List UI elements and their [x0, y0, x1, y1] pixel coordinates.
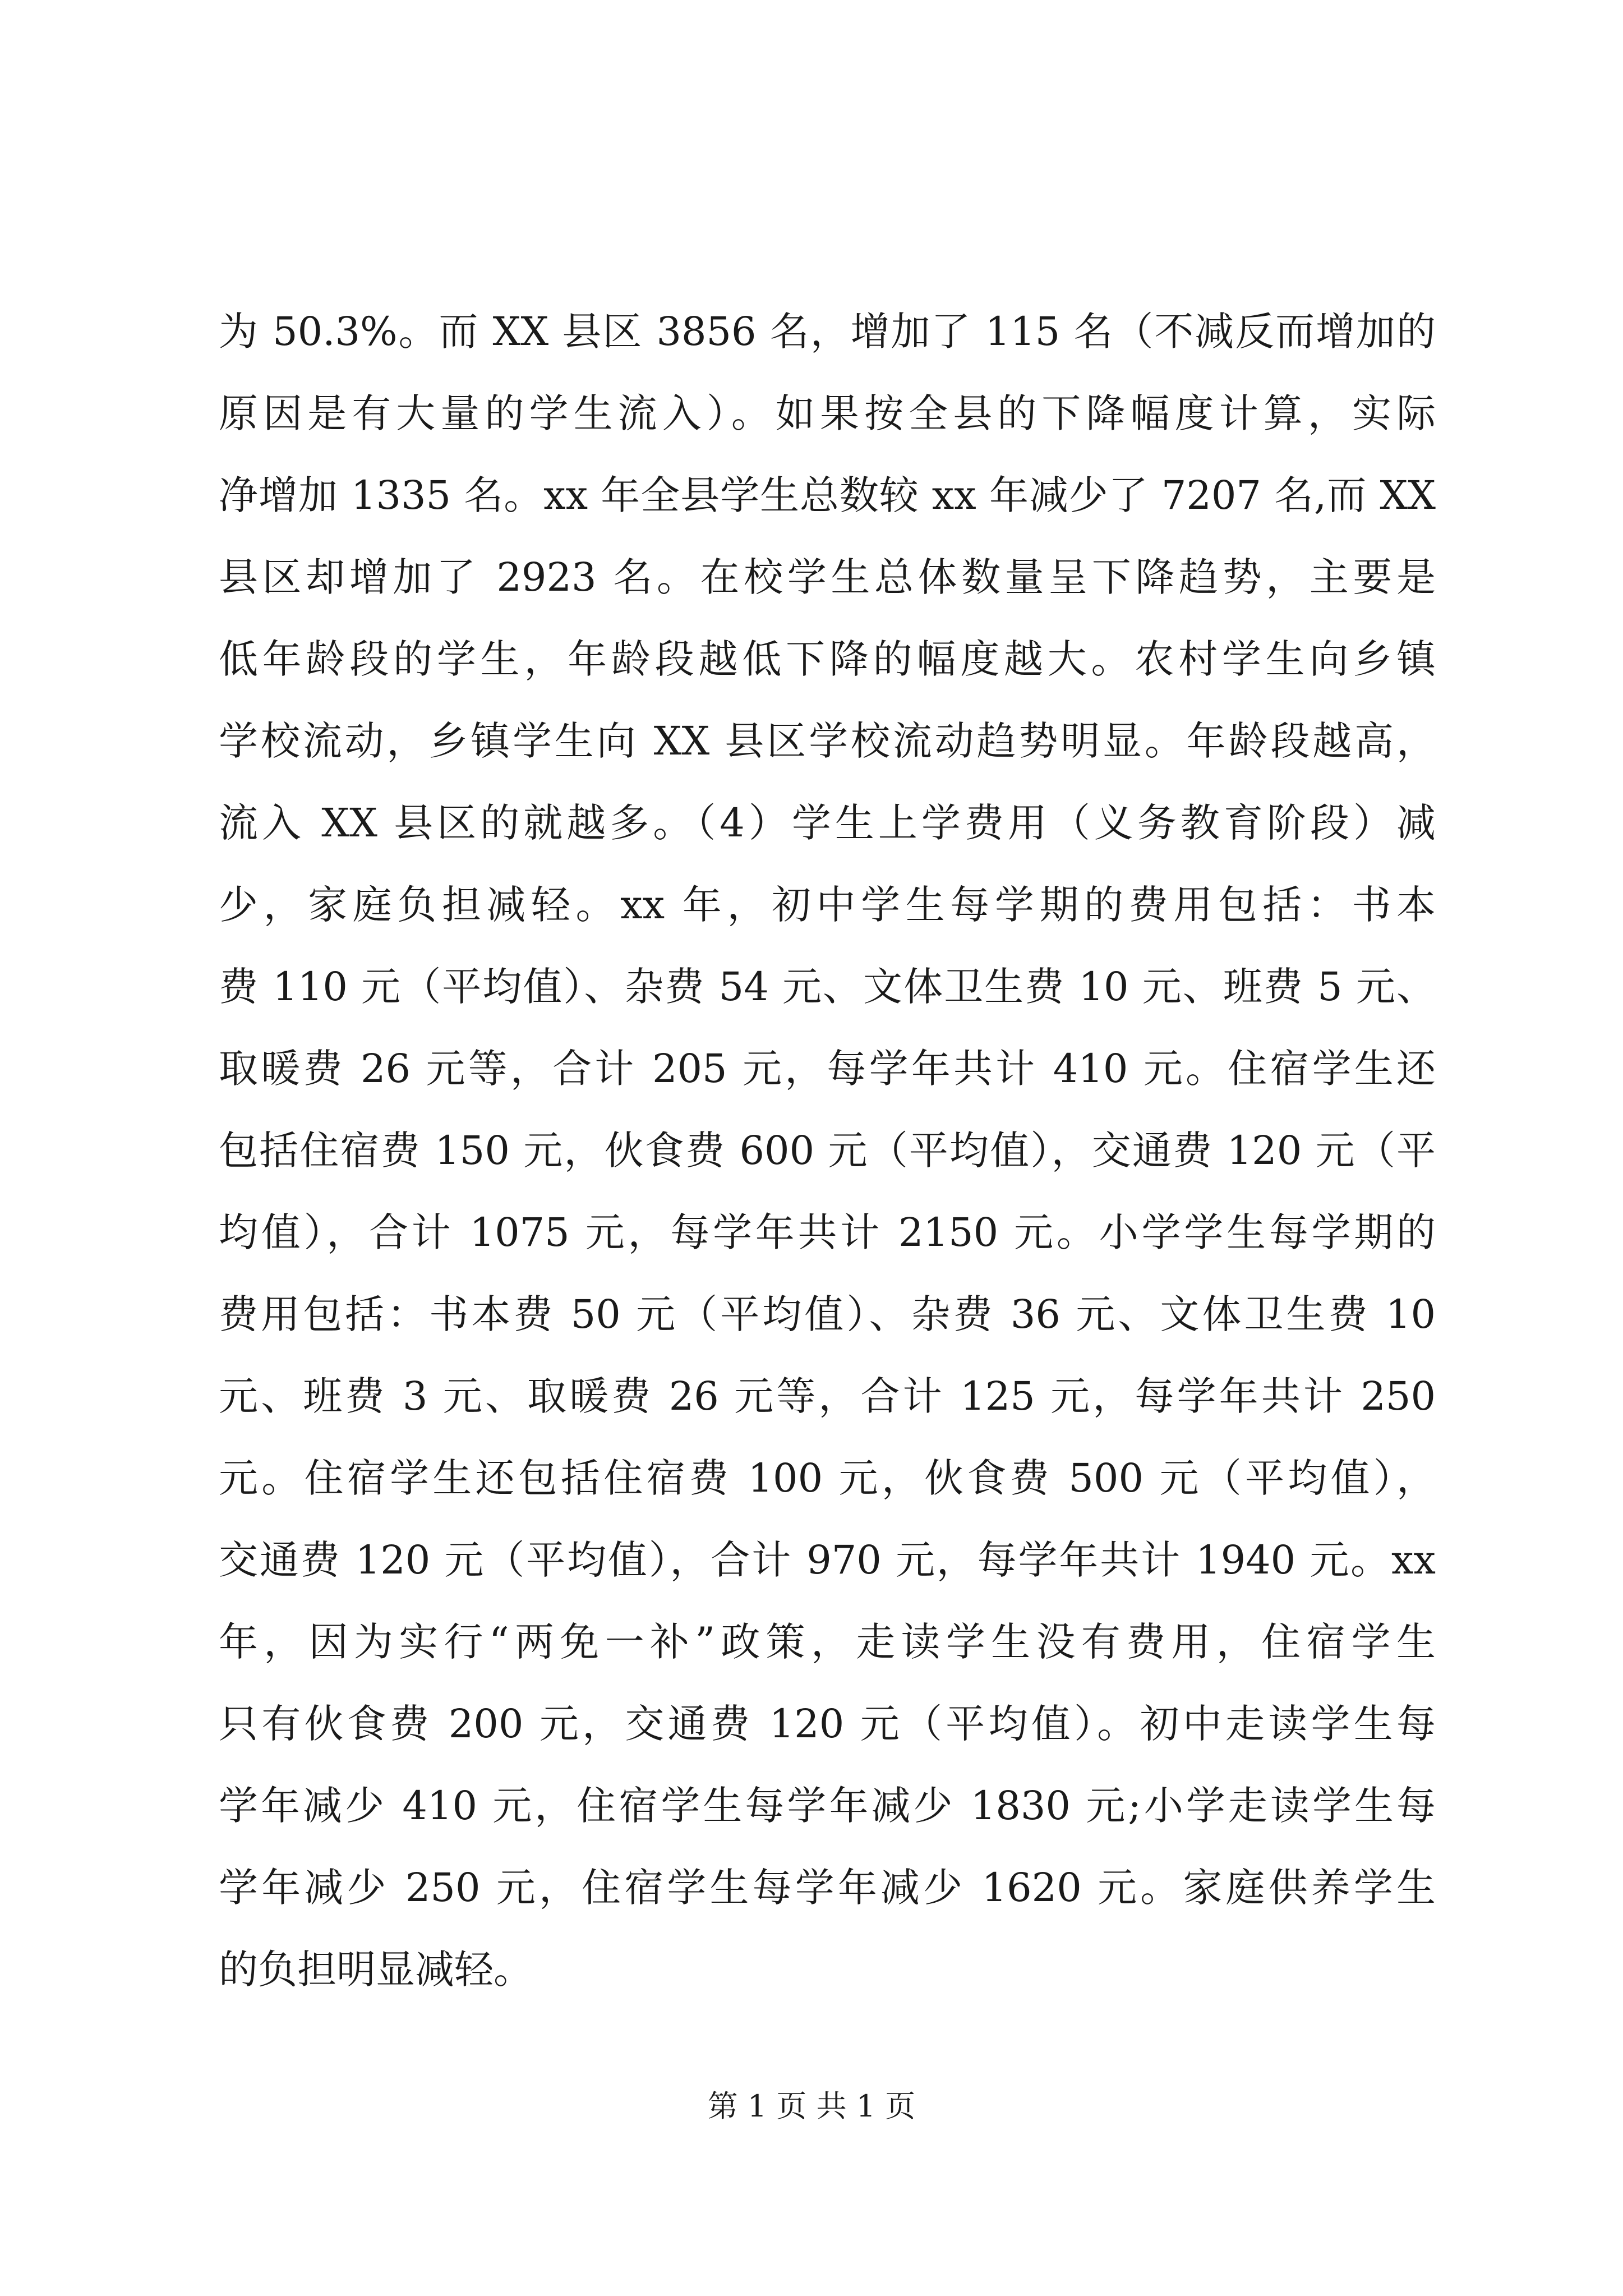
text-line: 县区却增加了 2923 名。在校学生总体数量呈下降趋势，主要是 — [219, 554, 1436, 600]
text-line: 为 50.3%。而 XX 县区 3856 名，增加了 115 名（不减反而增加的 — [219, 309, 1436, 355]
text-line: 年，因为实行“两免一补”政策，走读学生没有费用，住宿学生 — [219, 1619, 1436, 1665]
body-paragraph — [219, 291, 1436, 2010]
page-number-footer: 第 1 页 共 1 页 — [707, 2088, 916, 2124]
text-line: 学年减少 250 元，住宿学生每学年减少 1620 元。家庭供养学生 — [219, 1865, 1436, 1911]
text-line: 学年减少 410 元，住宿学生每学年减少 1830 元;小学走读学生每 — [219, 1783, 1436, 1829]
text-line: 均值），合计 1075 元，每学年共计 2150 元。小学学生每学期的 — [219, 1209, 1436, 1255]
text-line: 流入 XX 县区的就越多。（4）学生上学费用（义务教育阶段）减 — [219, 800, 1436, 846]
text-line: 只有伙食费 200 元，交通费 120 元（平均值）。初中走读学生每 — [219, 1701, 1436, 1747]
text-line: 包括住宿费 150 元，伙食费 600 元（平均值），交通费 120 元（平 — [219, 1128, 1436, 1174]
text-line: 交通费 120 元（平均值），合计 970 元，每学年共计 1940 元。xx — [219, 1537, 1436, 1583]
text-line: 学校流动，乡镇学生向 XX 县区学校流动趋势明显。年龄段越高， — [219, 718, 1436, 764]
text-line: 少，家庭负担减轻。xx 年，初中学生每学期的费用包括：书本 — [219, 882, 1436, 928]
text-line: 原因是有大量的学生流入）。如果按全县的下降幅度计算，实际 — [219, 390, 1436, 436]
text-line: 元、班费 3 元、取暖费 26 元等，合计 125 元，每学年共计 250 — [219, 1373, 1436, 1419]
text-line: 低年龄段的学生，年龄段越低下降的幅度越大。农村学生向乡镇 — [219, 636, 1436, 682]
text-line: 净增加 1335 名。xx 年全县学生总数较 xx 年减少了 7207 名,而 XX — [219, 472, 1436, 518]
text-line: 取暖费 26 元等，合计 205 元，每学年共计 410 元。住宿学生还 — [219, 1046, 1436, 1092]
text-line: 费用包括：书本费 50 元（平均值）、杂费 36 元、文体卫生费 10 — [219, 1291, 1436, 1337]
text-line: 元。住宿学生还包括住宿费 100 元，伙食费 500 元（平均值）， — [219, 1455, 1436, 1501]
text-line-last: 的负担明显减轻。 — [219, 1947, 533, 1993]
text-line: 费 110 元（平均值）、杂费 54 元、文体卫生费 10 元、班费 5 元、 — [219, 964, 1436, 1010]
